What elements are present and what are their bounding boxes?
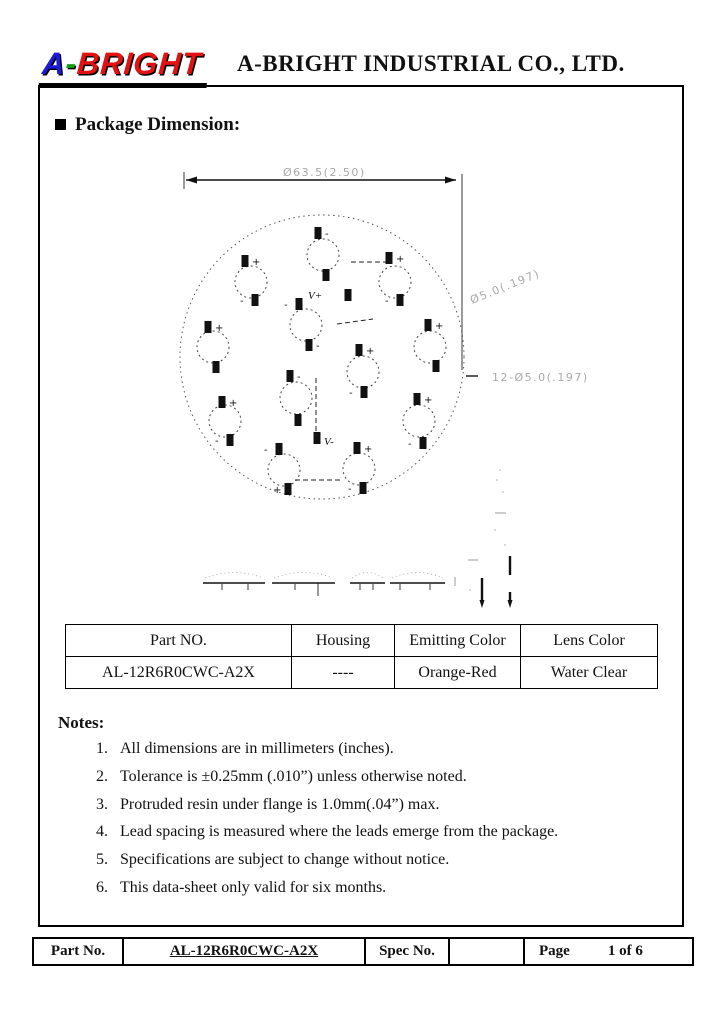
- spec-table-data-row: [66, 657, 658, 689]
- footer-part-label: Part No.: [34, 939, 124, 964]
- svg-text:V+: V+: [308, 290, 323, 302]
- cell-lens-color: Water Clear: [521, 657, 658, 689]
- svg-text:-: -: [408, 439, 412, 450]
- cell-emitting-color: Orange-Red: [395, 657, 521, 689]
- package-drawing: [40, 150, 680, 620]
- square-bullet-icon: [55, 119, 66, 130]
- cell-housing: ----: [292, 657, 395, 689]
- footer-bar: [32, 937, 694, 966]
- header-lens-color: Lens Color: [521, 625, 658, 657]
- svg-text:V-: V-: [324, 436, 334, 448]
- svg-text:-: -: [385, 296, 389, 307]
- note-item: 2. Tolerance is ±0.25mm (.010”) unless otherwise noted.: [96, 768, 467, 785]
- note-item: 5. Specifications are subject to change without notice.: [96, 851, 450, 868]
- svg-text:+: +: [215, 323, 224, 334]
- notes-title: Notes:: [58, 713, 105, 732]
- note-item: 6. This data-sheet only valid for six months.: [96, 879, 387, 896]
- cell-part-no: AL-12R6R0CWC-A2X: [66, 657, 292, 689]
- svg-text:+: +: [424, 395, 433, 406]
- svg-text:-: -: [348, 484, 352, 495]
- svg-text:-: -: [215, 436, 219, 447]
- logo-dash: -: [64, 46, 79, 81]
- abright-logo: [39, 46, 209, 88]
- svg-text:-: -: [284, 300, 288, 311]
- logo-letter-a: A: [41, 46, 67, 81]
- svg-text:-: -: [325, 229, 329, 240]
- footer-spec-label: Spec No.: [366, 939, 450, 964]
- svg-text:Ø5.0(.197): Ø5.0(.197): [468, 266, 542, 307]
- section-heading: [55, 114, 240, 136]
- svg-text:-: -: [240, 296, 244, 307]
- header-housing: Housing: [292, 625, 395, 657]
- footer-spec-value: [450, 939, 525, 964]
- svg-text:+: +: [396, 254, 405, 265]
- svg-text:+: +: [273, 485, 282, 496]
- logo-bright: BRIGHT: [75, 46, 204, 81]
- svg-text:+: +: [366, 346, 375, 357]
- svg-text:-: -: [297, 372, 301, 383]
- spec-table-header-row: [66, 625, 658, 657]
- svg-text:-: -: [264, 445, 268, 456]
- svg-text:+: +: [252, 257, 261, 268]
- svg-text:+: +: [229, 398, 238, 409]
- svg-text:+: +: [364, 444, 373, 455]
- note-item: 3. Protruded resin under flange is 1.0mm(.04”) max.: [96, 796, 440, 813]
- company-name: A-BRIGHT INDUSTRIAL CO., LTD.: [237, 51, 625, 76]
- header-emitting-color: Emitting Color: [395, 625, 521, 657]
- svg-text:+: +: [435, 321, 444, 332]
- svg-text:-: -: [316, 341, 320, 352]
- svg-text:12-Ø5.0(.197): 12-Ø5.0(.197): [492, 371, 589, 384]
- header-part-no: Part NO.: [66, 625, 292, 657]
- footer-page-label: Page 1 of 6: [539, 943, 643, 959]
- footer-part-no: AL-12R6R0CWC-A2X: [124, 939, 366, 964]
- note-item: 1. All dimensions are in millimeters (inches).: [96, 740, 394, 757]
- section-title: Package Dimension:: [75, 114, 241, 135]
- footer-page-value: 1 of 6: [607, 943, 643, 959]
- svg-text:-: -: [349, 388, 353, 399]
- spec-table: [65, 624, 658, 689]
- svg-text:Ø63.5(2.50): Ø63.5(2.50): [283, 166, 366, 179]
- note-item: 4. Lead spacing is measured where the leads emerge from the package.: [96, 823, 559, 840]
